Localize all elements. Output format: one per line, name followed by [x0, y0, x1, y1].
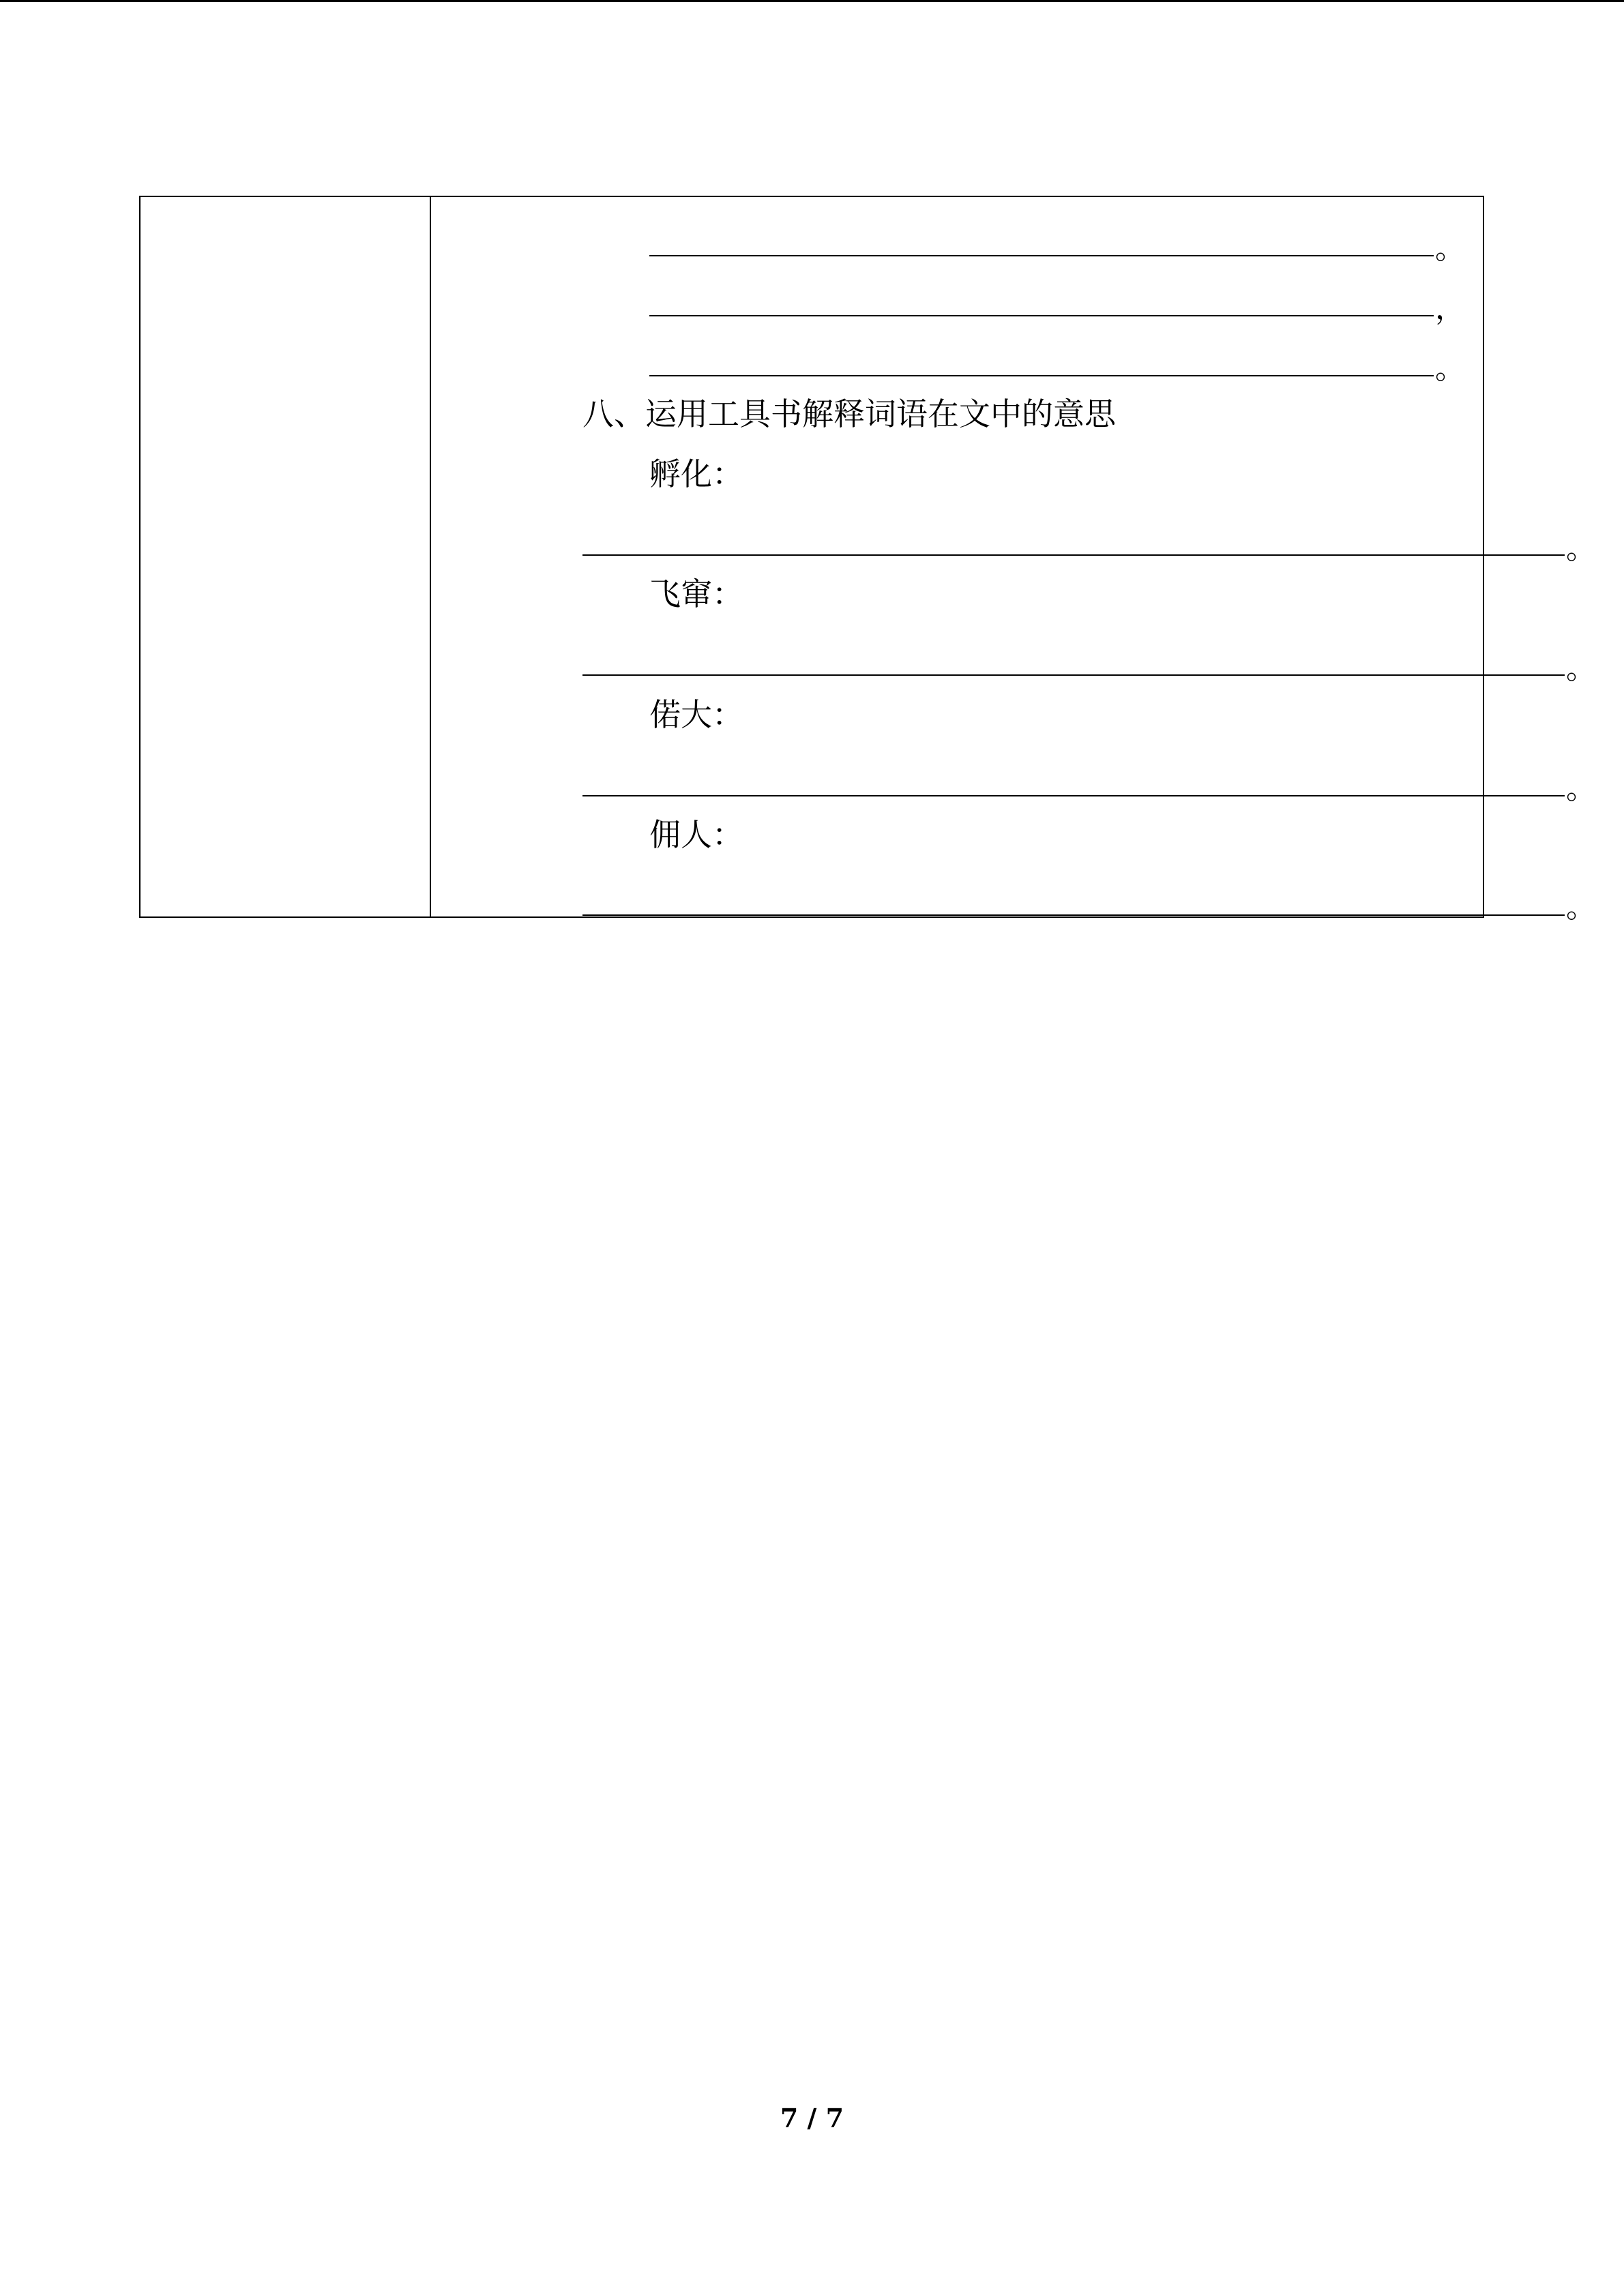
section-heading: 八、运用工具书解释词语在文中的意思	[582, 396, 1116, 432]
answer-line-3[interactable]	[649, 375, 1434, 376]
term-answer-line-feicuan[interactable]	[582, 674, 1565, 676]
answer-line-1-punct: 。	[1435, 231, 1465, 266]
term-label-fuhua: 孵化：	[649, 456, 743, 492]
term-label-feicuan: 飞窜：	[649, 576, 743, 612]
answer-line-2[interactable]	[649, 315, 1434, 316]
term-answer-line-fuhua[interactable]	[582, 554, 1565, 556]
table-right-cell	[431, 197, 1596, 925]
term-answer-punct-fuhua: 。	[1566, 531, 1596, 566]
page-number: 7 / 7	[780, 2102, 844, 2133]
table-left-cell	[141, 197, 430, 916]
term-answer-punct-feicuan: 。	[1566, 651, 1596, 686]
answer-line-3-punct: 。	[1435, 351, 1465, 386]
answer-line-2-punct: ，	[1435, 291, 1465, 326]
term-answer-line-yongren[interactable]	[582, 914, 1565, 916]
top-border-rule	[0, 0, 1624, 2]
answer-line-1[interactable]	[649, 255, 1434, 256]
term-label-ruoda: 偌大：	[649, 696, 743, 733]
worksheet-table	[139, 196, 1596, 925]
term-answer-line-ruoda[interactable]	[582, 795, 1565, 796]
term-answer-punct-ruoda: 。	[1566, 771, 1596, 806]
term-answer-punct-yongren: 。	[1566, 890, 1596, 925]
term-label-yongren: 佣人：	[649, 816, 743, 853]
